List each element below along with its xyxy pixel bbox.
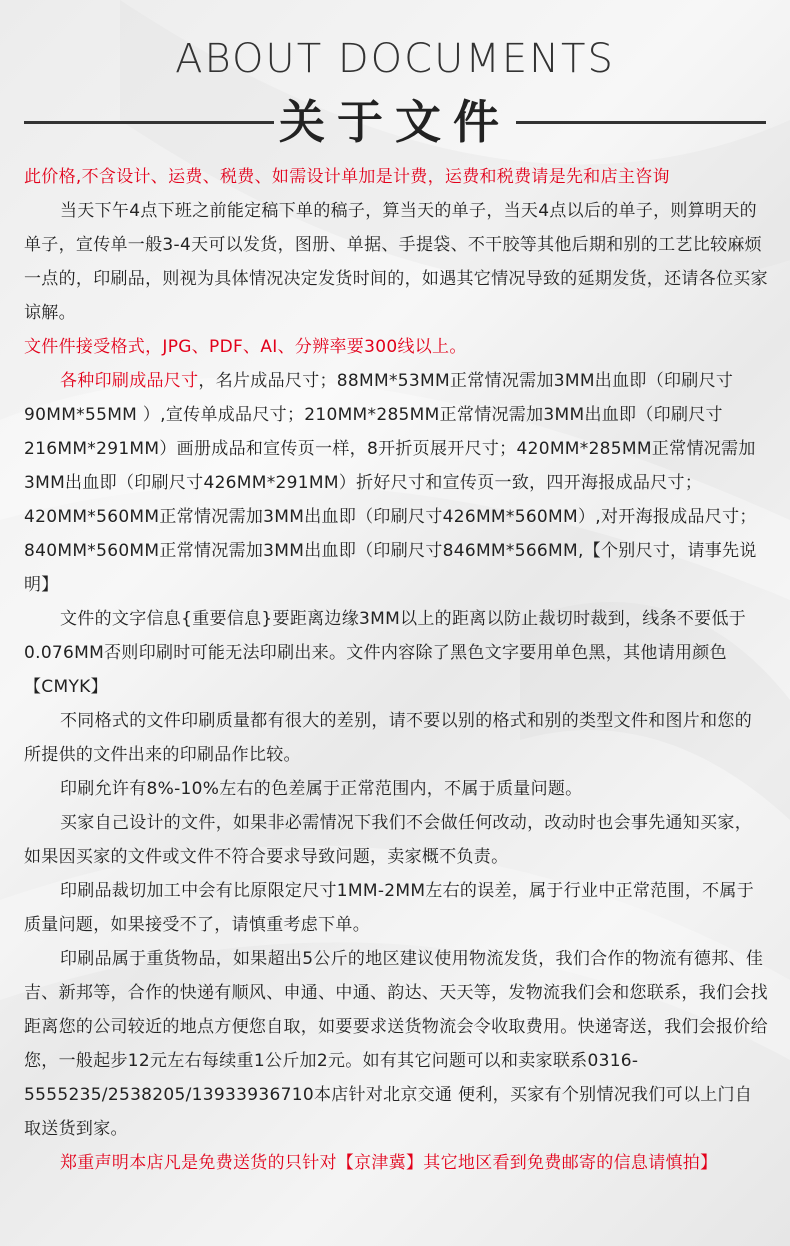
price-notice: 此价格,不含设计、运费、税费、如需设计单加是计费，运费和税费请是先和店主咨询 [24, 167, 670, 187]
title-chinese: 关于文件 [279, 95, 511, 149]
title-divider-left [24, 121, 274, 124]
title-divider-right [516, 121, 766, 124]
print-sizes-text: ，名片成品尺寸；88MM*53MM正常情况需加3MM出血即（印刷尺寸90MM*55MM ）,宣传单成品尺寸；210MM*285MM正常情况需加3MM出血即（印刷尺寸216MM*291MM）画册成品和宣传页一样，8开折页展开尺寸；420MM*285MM正常情况需加3MM出血即（印刷尺寸426MM*291MM）折好尺寸和宣传页一致，四开海报成品尺寸；420MM*560MM正常情况需加3MM出血即（印刷尺寸426MM*560MM）,对开海报成品尺寸；840MM*560MM正常情况需加3MM出血即（印刷尺寸846MM*566MM,【个别尺寸，请事先说明】 [24, 371, 757, 595]
text-margin-rule: 文件的文字信息{重要信息}要距离边缘3MM以上的距离以防止裁切时裁到，线条不要低于0.076MM否则印刷时可能无法印刷出来。文件内容除了黑色文字要用单色黑，其他请用颜色【CMYK】 [24, 609, 747, 697]
page-header [0, 0, 790, 160]
document-notes [24, 160, 768, 1180]
free-shipping-statement: 郑重声明本店凡是免费送货的只针对【京津冀】其它地区看到免费邮寄的信息请慎拍】 [60, 1153, 718, 1173]
color-tolerance-note: 印刷允许有8%-10%左右的色差属于正常范围内，不属于质量问题。 [60, 779, 583, 799]
format-quality-note: 不同格式的文件印刷质量都有很大的差别，请不要以别的格式和别的类型文件和图片和您的所提供的文件出来的印刷品作比较。 [24, 711, 752, 765]
print-sizes-heading: 各种印刷成品尺寸 [60, 371, 199, 391]
shipping-note: 印刷品属于重货物品，如果超出5公斤的地区建议使用物流发货，我们合作的物流有德邦、佳吉、新邦等，合作的快递有顺风、申通、中通、韵达、天天等，发物流我们会和您联系，我们会找距离您的公司较近的地点方便您自取，如要要求送货物流会令收取费用。快递寄送，我们会报价给您，一般起步12元左右每续重1公斤加2元。如有其它问题可以和卖家联系0316-5555235/2538205/13933936710本店针对北京交通 便利，买家有个别情况我们可以上门自取送货到家。 [24, 949, 768, 1139]
title-english: ABOUT DOCUMENTS [175, 36, 615, 82]
delivery-schedule: 当天下午4点下班之前能定稿下单的稿子，算当天的单子，当天4点以后的单子，则算明天的单子，宣传单一般3-4天可以发货，图册、单据、手提袋、不干胶等其他后期和别的工艺比较麻烦一点的，印刷品，则视为具体情况决定发货时间的，如遇其它情况导致的延期发货，还请各位买家谅解。 [24, 201, 768, 323]
accepted-formats: 文件件接受格式，JPG、PDF、AI、分辨率要300线以上。 [24, 337, 467, 357]
buyer-design-note: 买家自己设计的文件，如果非必需情况下我们不会做任何改动，改动时也会事先通知买家，如果因买家的文件或文件不符合要求导致问题，卖家概不负责。 [24, 813, 752, 867]
print-sizes [24, 364, 768, 602]
cutting-tolerance-note: 印刷品裁切加工中会有比原限定尺寸1MM-2MM左右的误差，属于行业中正常范围，不属于质量问题，如果接受不了，请慎重考虑下单。 [24, 881, 755, 935]
